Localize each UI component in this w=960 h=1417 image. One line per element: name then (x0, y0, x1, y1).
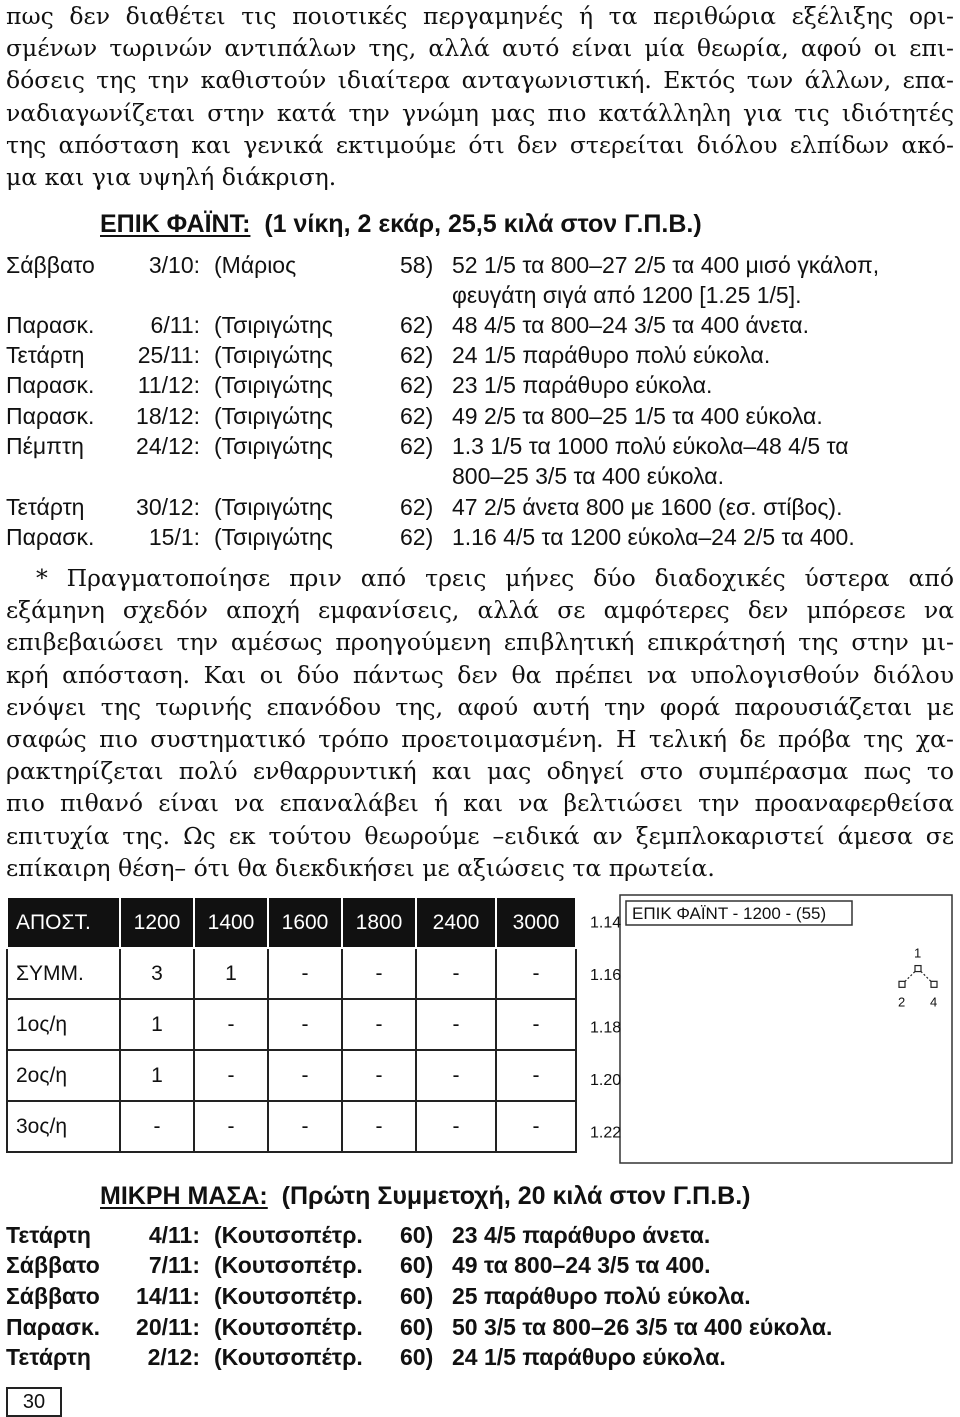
workout-jockey: (Μάριος (214, 252, 297, 278)
intro-line: μα και για υψηλή διάκριση. (6, 163, 337, 192)
workout-weight: 62) (400, 433, 434, 459)
table-cell: - (268, 999, 342, 1050)
workout-date: 7/11: (148, 1252, 200, 1278)
workout-weight: 58) (400, 252, 434, 278)
y-tick-label: 1.20 (590, 1071, 622, 1089)
commentary-line: ρακτηρίζεται πολύ ενθαρρυντική και μας οδηγεί στο συμπέρασμα πως το (6, 757, 954, 786)
table-header-row (7, 897, 576, 948)
intro-line: σμένων τωρινών αντιπάλων της, αλλά αυτό είναι μία θεωρία, αφού οι επι- (6, 34, 954, 63)
table-cell: - (342, 1101, 416, 1152)
table-cell: 1ος/η (7, 999, 120, 1050)
workout-date: 11/12: (137, 372, 200, 398)
commentary-line: εξάμηνη σχεδόν αποχή εμφανίσεις, αλλά σε αμφότερες δεν μπόρεσε να (6, 596, 954, 625)
workout-description: 800–25 3/5 τα 400 εύκολα. (452, 463, 724, 489)
horse1-summary: (1 νίκη, 2 εκάρ, 25,5 κιλά στον Γ.Π.Β.) (264, 210, 702, 238)
workout-weight: 60) (400, 1283, 434, 1309)
workout-weight: 62) (400, 342, 434, 368)
workout-date: 15/1: (148, 524, 200, 550)
workout-description: 50 3/5 τα 800–26 3/5 τα 400 εύκολα. (452, 1314, 833, 1340)
workout-description: 49 τα 800–24 3/5 τα 400. (452, 1252, 711, 1278)
workout-date: 2/12: (147, 1344, 200, 1370)
table-header-cell: 1400 (194, 897, 268, 948)
table-header-cell: 2400 (416, 897, 496, 948)
table-row (7, 999, 576, 1050)
workout-description: 1.3 1/5 τα 1000 πολύ εύκολα–48 4/5 τα (452, 433, 849, 459)
table-cell: - (120, 1101, 194, 1152)
commentary-line: ενόψει της τωρινής επανόδου της, αφού αυτή την φορά παρουσιάζεται με (6, 692, 954, 721)
workout-date: 6/11: (150, 312, 200, 338)
table-header-cell: 3000 (496, 897, 576, 948)
table-cell: - (416, 948, 496, 999)
workout-weight: 62) (400, 372, 434, 398)
table-row (7, 1101, 576, 1152)
data-point-label: 4 (930, 994, 938, 1010)
table-header-cell: 1600 (268, 897, 342, 948)
times-chart (572, 893, 954, 1165)
workout-date: 4/11: (148, 1222, 200, 1248)
intro-line: πως δεν διαθέτει τις ποιοτικές περγαμηνές ή τα περιθώρια εξέλιξης ορι- (6, 2, 954, 30)
workout-day: Παρασκ. (6, 1314, 101, 1340)
workout-weight: 62) (400, 524, 434, 550)
workout-jockey: (Κουτσοπέτρ. (214, 1283, 363, 1309)
workout-weight: 60) (400, 1314, 434, 1340)
table-header-cell: 1800 (342, 897, 416, 948)
table-cell: 2ος/η (7, 1050, 120, 1101)
workout-day: Παρασκ. (6, 312, 95, 338)
table-cell: - (496, 948, 576, 999)
table-cell: - (342, 948, 416, 999)
table-cell: - (194, 1101, 268, 1152)
workout-date: 25/11: (137, 342, 200, 368)
table-cell: - (268, 1050, 342, 1101)
workout-description: 47 2/5 άνετα 800 με 1600 (εσ. στίβος). (452, 494, 843, 520)
y-tick-label: 1.22 (590, 1124, 622, 1142)
workout-date: 20/11: (136, 1314, 200, 1340)
workout-weight: 62) (400, 494, 434, 520)
workout-day: Τετάρτη (6, 342, 85, 368)
commentary-line: κρή απόσταση. Και οι δύο πάντως δεν θα πρέπει να υπολογισθούν διόλου (6, 660, 954, 689)
workout-jockey: (Τσιριγώτης (214, 524, 333, 550)
data-point-label: 2 (898, 994, 906, 1010)
workout-day: Παρασκ. (6, 524, 95, 550)
table-cell: 1 (120, 1050, 194, 1101)
commentary-line: * Πραγματοποίησε πριν από τρεις μήνες δύο διαδοχικές ύστερα από (36, 564, 954, 592)
chart-plot-frame (620, 895, 952, 1163)
table-cell: - (268, 1101, 342, 1152)
workout-jockey: (Τσιριγώτης (214, 372, 333, 398)
workout-description: φευγάτη σιγά από 1200 [1.25 1/5]. (452, 282, 802, 308)
workout-description: 23 4/5 παράθυρο άνετα. (452, 1222, 711, 1248)
commentary-line: επιτυχία της. Ως εκ τούτου θεωρούμε –ειδικά αν ξεμπλοκαριστεί άμεσα σε (6, 821, 954, 850)
workout-day: Σάββατο (6, 252, 95, 278)
commentary-paragraph (6, 562, 954, 884)
workout-day: Παρασκ. (6, 372, 95, 398)
workout-description: 24 1/5 παράθυρο πολύ εύκολα. (452, 342, 771, 368)
workout-weight: 60) (400, 1222, 434, 1248)
times-chart-svg (572, 893, 954, 1165)
data-point (931, 981, 937, 987)
workout-date: 24/12: (136, 433, 200, 459)
workout-jockey: (Κουτσοπέτρ. (214, 1344, 363, 1370)
commentary-line: επιβεβαιώσει την αμέσως προηγούμενη επιβλητική επικράτησή της στην μι- (6, 628, 954, 657)
table-row (7, 948, 576, 999)
workout-jockey: (Κουτσοπέτρ. (214, 1252, 363, 1278)
workout-description: 1.16 4/5 τα 1200 εύκολα–24 2/5 τα 400. (452, 524, 855, 550)
intro-line: ναδιαγωνίζεται στην κατά την γνώμη μας πιο κατάλληλη για τις ιδιότητές (6, 98, 954, 127)
data-point (899, 981, 905, 987)
table-cell: - (496, 999, 576, 1050)
workout-jockey: (Τσιριγώτης (214, 494, 333, 520)
table-header-cell: ΑΠΟΣΤ. (7, 897, 120, 948)
workout-jockey: (Τσιριγώτης (214, 342, 333, 368)
workout-weight: 62) (400, 312, 434, 338)
table-cell: ΣΥΜΜ. (7, 948, 120, 999)
table-cell: 3 (120, 948, 194, 999)
horse2-heading (100, 1182, 751, 1211)
horse2-name: ΜΙΚΡΗ ΜΑΣΑ: (100, 1182, 268, 1210)
table-cell: - (342, 999, 416, 1050)
workout-description: 52 1/5 τα 800–27 2/5 τα 400 μισό γκάλοπ, (452, 252, 880, 278)
table-cell: - (194, 1050, 268, 1101)
workout-jockey: (Τσιριγώτης (214, 433, 333, 459)
table-cell: - (194, 999, 268, 1050)
table-cell: 1 (120, 999, 194, 1050)
workout-day: Παρασκ. (6, 403, 95, 429)
workout-description: 25 παράθυρο πολύ εύκολα. (452, 1283, 751, 1309)
table-cell: - (496, 1050, 576, 1101)
page-number: 30 (6, 1387, 62, 1417)
workout-date: 30/12: (136, 494, 200, 520)
table-cell: - (496, 1101, 576, 1152)
workout-day: Σάββατο (6, 1283, 100, 1309)
workout-weight: 60) (400, 1344, 434, 1370)
table-row (7, 1050, 576, 1101)
data-point (915, 966, 921, 972)
chart-title: ΕΠΙΚ ΦΑΪΝΤ - 1200 - (55) (632, 904, 827, 923)
table-cell: - (268, 948, 342, 999)
y-tick-label: 1.14 (590, 914, 622, 932)
workout-description: 24 1/5 παράθυρο εύκολα. (452, 1344, 726, 1370)
commentary-line: επίκαιρη θέση– ότι θα διεκδικήσει με αξιώσεις τα πρωτεία. (6, 853, 715, 882)
workout-jockey: (Κουτσοπέτρ. (214, 1222, 363, 1248)
table-cell: - (416, 999, 496, 1050)
intro-line: δόσεις της την καθιστούν ιδιαίτερα ανταγωνιστική. Εκτός των άλλων, επα- (6, 66, 954, 95)
data-point-label: 1 (914, 945, 922, 961)
workout-jockey: (Τσιριγώτης (214, 312, 333, 338)
workout-jockey: (Κουτσοπέτρ. (214, 1314, 363, 1340)
intro-line: της απόσταση και γενικά εκτιμούμε ότι δεν στερείται διόλου ελπίδων ακό- (6, 130, 954, 159)
horse1-name: ΕΠΙΚ ΦΑΪΝΤ: (100, 210, 251, 238)
workout-description: 48 4/5 τα 800–24 3/5 τα 400 άνετα. (452, 312, 809, 338)
table-cell: - (416, 1050, 496, 1101)
workout-description: 49 2/5 τα 800–25 1/5 τα 400 εύκολα. (452, 403, 823, 429)
workout-date: 14/11: (136, 1283, 200, 1309)
workout-jockey: (Τσιριγώτης (214, 403, 333, 429)
table-cell: 1 (194, 948, 268, 999)
workout-date: 3/10: (148, 252, 200, 278)
workout-day: Τετάρτη (6, 1222, 91, 1248)
workout-description: 23 1/5 παράθυρο εύκολα. (452, 372, 713, 398)
workout-day: Σάββατο (6, 1252, 100, 1278)
table-cell: - (416, 1101, 496, 1152)
table-cell: - (342, 1050, 416, 1101)
y-tick-label: 1.18 (590, 1019, 622, 1037)
workout-day: Τετάρτη (6, 1344, 91, 1370)
workout-weight: 62) (400, 403, 434, 429)
workout-day: Πέμπτη (6, 433, 84, 459)
table-header-cell: 1200 (120, 897, 194, 948)
distance-stats-table (6, 896, 577, 1153)
horse1-heading (100, 210, 702, 239)
commentary-line: πιο πιθανό είναι να επαναλάβει ή και να βελτιώσει την προαναφερθείσα (6, 789, 954, 818)
workout-day: Τετάρτη (6, 494, 85, 520)
workout-weight: 60) (400, 1252, 434, 1278)
workout-date: 18/12: (136, 403, 200, 429)
commentary-line: σαφώς πιο συστηματικό τρόπο προετοιμασμένη. Η τελική δε πρόβα της χα- (6, 725, 954, 754)
horse2-summary: (Πρώτη Συμμετοχή, 20 κιλά στον Γ.Π.Β.) (281, 1182, 751, 1210)
y-tick-label: 1.16 (590, 966, 622, 984)
intro-paragraph (6, 0, 954, 193)
table-cell: 3ος/η (7, 1101, 120, 1152)
